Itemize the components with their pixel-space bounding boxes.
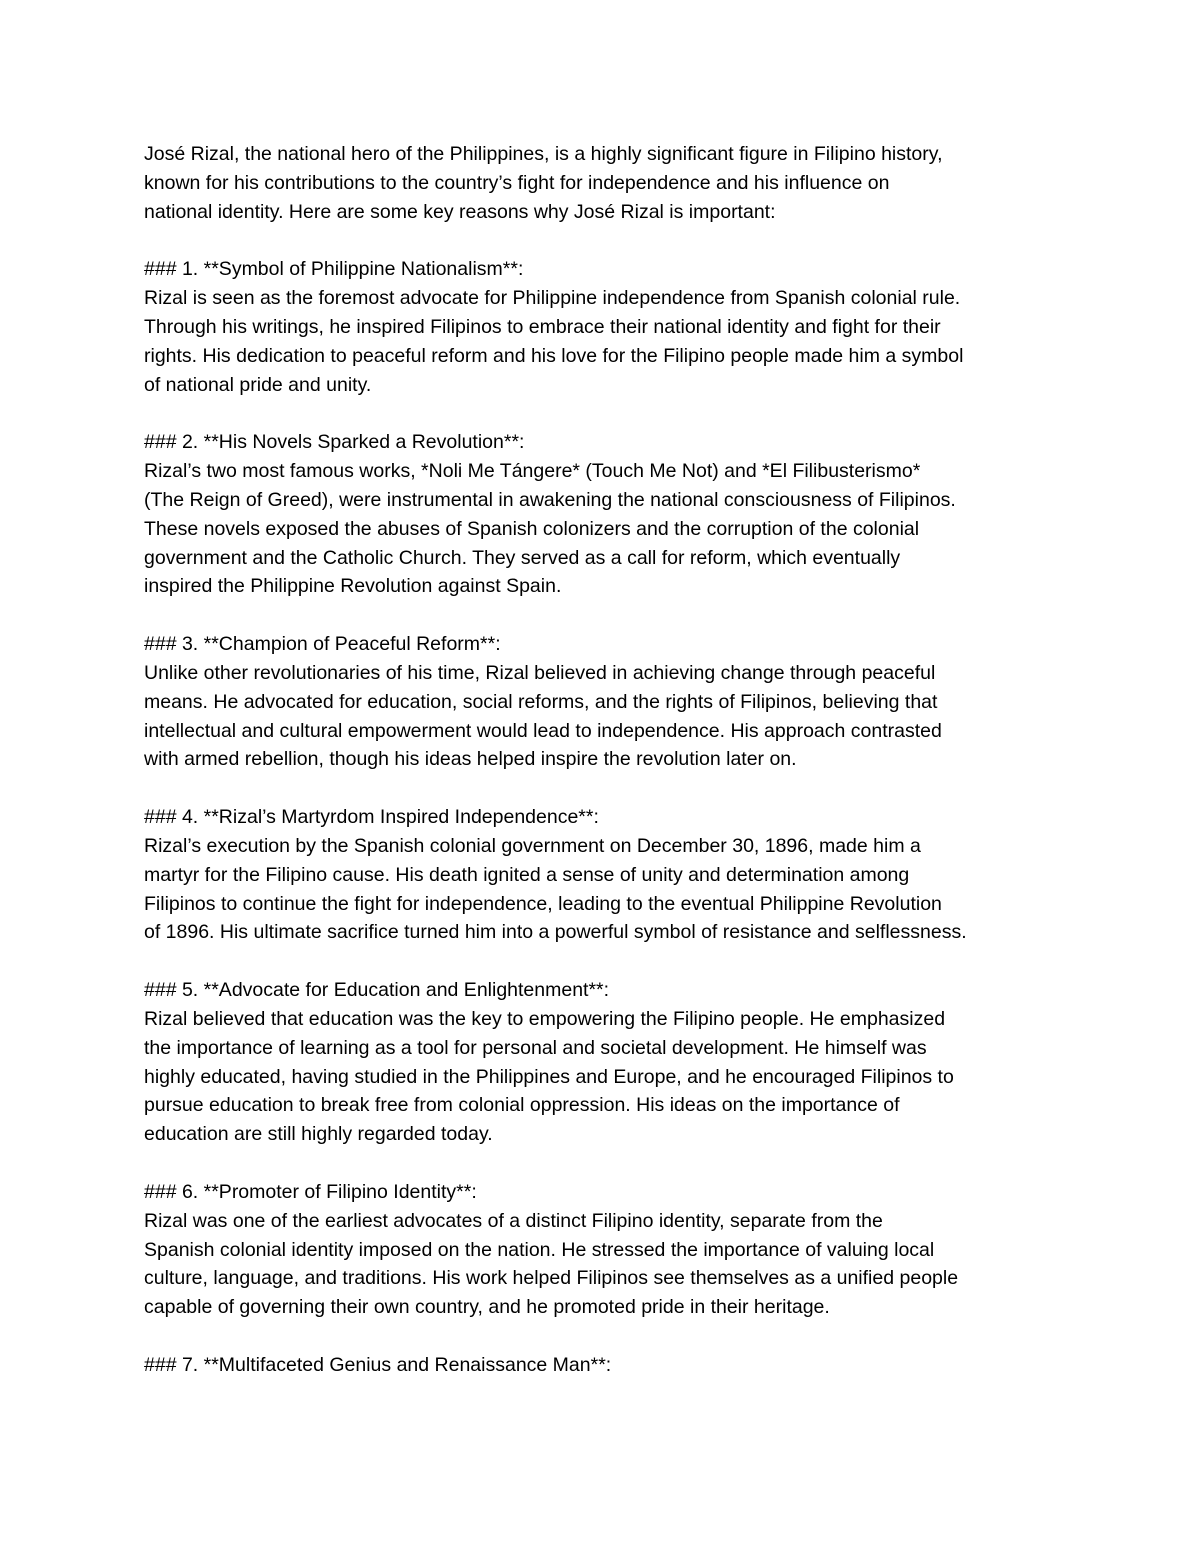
section-body: Unlike other revolutionaries of his time, Rizal believed in achieving change through peaceful means. He advocated for education, social reforms, and the rights of Filipinos, believing that intellectual and cultural empowerment would lead to independence. His approach contrasted with armed rebellion, though his ideas helped inspire the revolution later on. [144,661,942,771]
section-body: Rizal believed that education was the key to empowering the Filipino people. He emphasized the importance of learning as a tool for personal and societal development. He himself was highly educated, having studied in the Philippines and Europe, and he encouraged Filipinos to pursue education to break free from colonial oppression. His ideas on the importance of education are still highly regarded today. [144,1007,954,1146]
section-body: Rizal is seen as the foremost advocate for Philippine independence from Spanish colonial rule. Through his writings, he inspired Filipinos to embrace their national identity and fight for their rights. His dedication to peaceful reform and his love for the Filipino people made him a symbol of national pride and unity. [144,287,964,396]
section-6 [144,1178,1100,1322]
section-5 [144,976,1100,1149]
intro-paragraph: José Rizal, the national hero of the Philippines, is a highly significant figure in Filipino history, known for his contributions to the country’s fight for independence and his influence on national identity. Here are some key reasons why José Rizal is important: [144,143,943,223]
section-heading: ### 7. **Multifaceted Genius and Renaissance Man**: [144,1353,612,1376]
section-body: Rizal was one of the earliest advocates of a distinct Filipino identity, separate from the Spanish colonial identity imposed on the nation. He stressed the importance of valuing local culture, language, and traditions. His work helped Filipinos see themselves as a unified people capable of governing their own country, and he promoted pride in their heritage. [144,1209,959,1319]
section-heading: ### 2. **His Novels Sparked a Revolution**: [144,431,525,454]
section-heading: ### 6. **Promoter of Filipino Identity**: [144,1180,477,1203]
section-heading: ### 3. **Champion of Peaceful Reform**: [144,633,501,656]
section-7 [144,1351,1100,1380]
section-heading: ### 5. **Advocate for Education and Enlightenment**: [144,979,610,1002]
section-4 [144,803,1100,947]
section-1 [144,255,1100,399]
section-heading: ### 1. **Symbol of Philippine Nationalism**: [144,258,524,281]
section-body: Rizal’s two most famous works, *Noli Me Tángere* (Touch Me Not) and *El Filibusterismo* (The Reign of Greed), were instrumental in awakening the national consciousness of Filipinos. These novels exposed the abuses of Spanish colonizers and the corruption of the colonial government and the Catholic Church. They served as a call for reform, which eventually inspired the Philippine Revolution against Spain. [144,460,956,598]
section-body: Rizal’s execution by the Spanish colonial government on December 30, 1896, made him a martyr for the Filipino cause. His death ignited a sense of unity and determination among Filipinos to continue the fight for independence, leading to the eventual Philippine Revolution of 1896. His ultimate sacrifice turned him into a powerful symbol of resistance and selflessness. [144,834,967,944]
section-2 [144,428,1100,601]
section-3 [144,630,1100,774]
section-heading: ### 4. **Rizal’s Martyrdom Inspired Independence**: [144,806,599,829]
